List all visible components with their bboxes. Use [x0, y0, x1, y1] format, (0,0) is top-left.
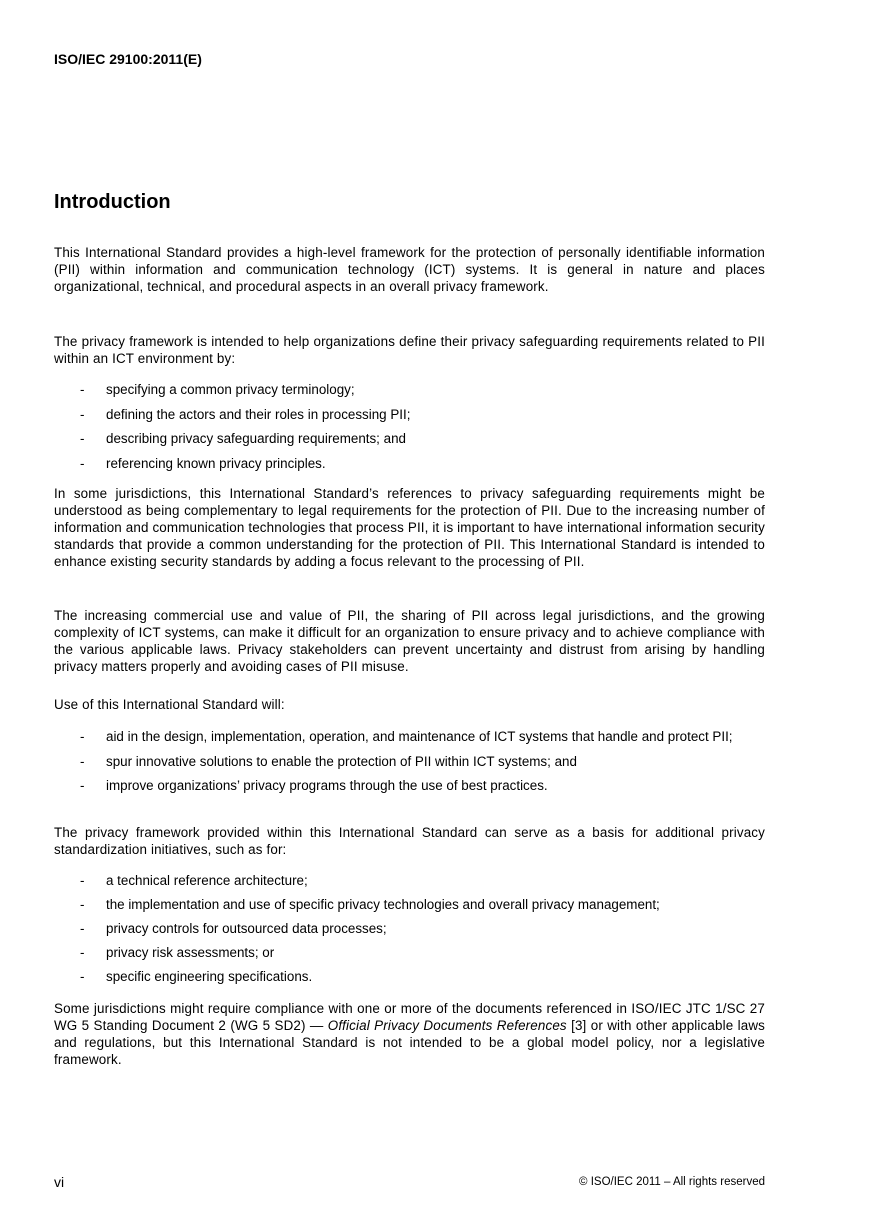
list-initiatives [54, 872, 765, 985]
list-item-text: the implementation and use of specific privacy technologies and overall privacy management; [106, 897, 660, 912]
list-item [54, 872, 765, 889]
bullet-dash: - [80, 778, 85, 793]
bullet-dash: - [80, 431, 85, 446]
paragraph-7-text-a: Some jurisdictions might require compliance with one or more of the documents referenced in ISO/IEC JTC 1/SC 27 WG 5 Standing Document 2 (WG 5 SD2) — [54, 1001, 765, 1033]
bullet-dash: - [80, 873, 85, 888]
list-item [54, 944, 765, 961]
list-item [54, 728, 765, 745]
list-item-text: referencing known privacy principles. [106, 455, 326, 471]
document-header: ISO/IEC 29100:2011(E) [54, 51, 202, 67]
reference-title: Official Privacy Documents References [327, 1018, 567, 1033]
paragraph-2: The privacy framework is intended to help organizations define their privacy safeguarding requirements related to PII within an ICT environment by: [54, 334, 765, 366]
paragraph-3: In some jurisdictions, this International Standard’s references to privacy safeguarding requirements might be understood as being complementary to legal requirements for the protection of PII. Due to the increasing number of information and communication technologies that process PII, it is important to have international information security standards that provide a common understanding for the protection of PII. This International Standard is intended to enhance existing security standards by adding a focus relevant to the processing of PII. [54, 486, 765, 569]
bullet-dash: - [80, 382, 85, 397]
list-item-text: privacy controls for outsourced data processes; [106, 921, 387, 936]
list-item [54, 968, 765, 985]
bullet-dash: - [80, 729, 85, 744]
paragraph-4: The increasing commercial use and value of PII, the sharing of PII across legal jurisdictions, and the growing complexity of ICT systems, can make it difficult for an organization to ensure privacy and to achieve compliance with the various applicable laws. Privacy stakeholders can prevent uncertainty and distrust from arising by handling privacy matters properly and avoiding cases of PII misuse. [54, 608, 765, 674]
bullet-dash: - [80, 406, 85, 422]
bullet-dash: - [80, 753, 85, 769]
list-item [54, 406, 765, 423]
list-actions [54, 381, 765, 472]
list-item-text: specific engineering specifications. [106, 969, 313, 984]
list-item-text: spur innovative solutions to enable the protection of PII within ICT systems; and [106, 753, 577, 769]
list-item-text: aid in the design, implementation, operation, and maintenance of ICT systems that handle and protect PII; [106, 729, 733, 744]
list-benefits [54, 728, 765, 794]
paragraph-7-text-b: [3] or with other applicable laws and regulations, but this International Standard is not intended to be a global model policy, nor a legislative framework. [54, 1018, 765, 1067]
list-item-text: improve organizations’ privacy programs through the use of best practices. [106, 778, 548, 793]
paragraph-1: This International Standard provides a high-level framework for the protection of personally identifiable information (PII) within information and communication technology (ICT) systems. It is general in nature and places organizational, technical, and procedural aspects in an overall privacy framework. [54, 245, 765, 294]
list-item [54, 777, 765, 794]
paragraph-5: Use of this International Standard will: [54, 697, 285, 712]
list-item-text: privacy risk assessments; or [106, 945, 275, 960]
bullet-dash: - [80, 969, 85, 984]
copyright-notice: © ISO/IEC 2011 – All rights reserved [579, 1176, 765, 1188]
list-item [54, 455, 765, 472]
paragraph-6: The privacy framework provided within this International Standard can serve as a basis for additional privacy standardization initiatives, such as for: [54, 825, 765, 857]
list-item-text: specifying a common privacy terminology; [106, 382, 355, 397]
list-item [54, 381, 765, 398]
bullet-dash: - [80, 455, 85, 471]
list-item-text: describing privacy safeguarding requirements; and [106, 431, 406, 446]
bullet-dash: - [80, 897, 85, 912]
section-title: Introduction [54, 191, 171, 213]
bullet-dash: - [80, 921, 85, 936]
list-item [54, 753, 765, 770]
list-item [54, 896, 765, 913]
list-item-text: a technical reference architecture; [106, 873, 308, 888]
page-number: vi [54, 1174, 65, 1190]
list-item [54, 920, 765, 937]
paragraph-7 [54, 1000, 765, 1068]
bullet-dash: - [80, 945, 85, 960]
list-item-text: defining the actors and their roles in processing PII; [106, 406, 411, 422]
list-item [54, 430, 765, 447]
